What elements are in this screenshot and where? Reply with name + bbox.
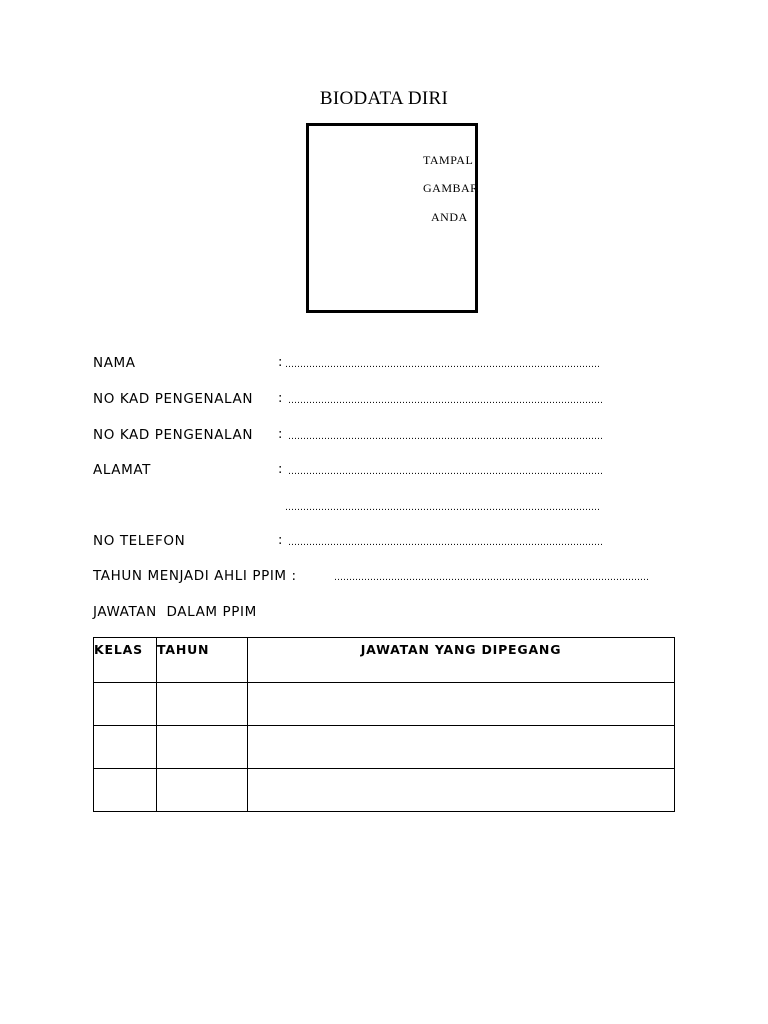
field-colon-no-telefon: : bbox=[278, 533, 283, 548]
field-line-no-kad-1[interactable]: …………………………………………………………………………………………… bbox=[288, 396, 603, 406]
field-line-nama[interactable]: …………………………………………………………………………………………… bbox=[285, 360, 600, 370]
table-cell-tahun[interactable] bbox=[157, 726, 248, 769]
field-colon-no-kad-1: : bbox=[278, 391, 283, 406]
field-line-alamat-1[interactable]: …………………………………………………………………………………………… bbox=[288, 467, 603, 477]
field-line-alamat-2[interactable]: …………………………………………………………………………………………… bbox=[285, 503, 600, 513]
table-row bbox=[94, 683, 675, 726]
field-label-no-kad-1: NO KAD PENGENALAN bbox=[93, 391, 254, 407]
field-line-no-kad-2[interactable]: …………………………………………………………………………………………… bbox=[288, 432, 603, 442]
field-colon-nama: : bbox=[278, 355, 283, 370]
table-cell-tahun[interactable] bbox=[157, 683, 248, 726]
section-label-jawatan: JAWATAN DALAM PPIM bbox=[93, 604, 257, 620]
table-row bbox=[94, 726, 675, 769]
field-label-alamat: ALAMAT bbox=[93, 462, 151, 478]
field-label-no-telefon: NO TELEFON bbox=[93, 533, 186, 549]
table-cell-jawatan[interactable] bbox=[248, 726, 675, 769]
column-header-kelas: KELAS bbox=[94, 638, 157, 683]
table-cell-jawatan[interactable] bbox=[248, 769, 675, 812]
table-row bbox=[94, 769, 675, 812]
column-header-jawatan: JAWATAN YANG DIPEGANG bbox=[248, 638, 675, 683]
column-header-tahun: TAHUN bbox=[157, 638, 248, 683]
photo-label-line-2: GAMBAR bbox=[423, 181, 479, 195]
field-label-no-kad-2: NO KAD PENGENALAN bbox=[93, 427, 254, 443]
field-label-tahun-ahli: TAHUN MENJADI AHLI PPIM : bbox=[93, 568, 297, 584]
field-colon-alamat: : bbox=[278, 462, 283, 477]
field-line-no-telefon[interactable]: …………………………………………………………………………………………… bbox=[288, 538, 603, 548]
photo-placeholder-box[interactable] bbox=[306, 123, 478, 313]
field-colon-no-kad-2: : bbox=[278, 427, 283, 442]
table-cell-jawatan[interactable] bbox=[248, 683, 675, 726]
field-line-tahun-ahli[interactable]: …………………………………………………………………………………………… bbox=[334, 573, 649, 583]
photo-label-line-3: ANDA bbox=[431, 210, 468, 224]
table-cell-kelas[interactable] bbox=[94, 726, 157, 769]
table-cell-kelas[interactable] bbox=[94, 683, 157, 726]
photo-label-line-1: TAMPAL bbox=[423, 153, 474, 167]
table-header-row bbox=[94, 638, 675, 683]
jawatan-table bbox=[93, 637, 675, 812]
table-cell-kelas[interactable] bbox=[94, 769, 157, 812]
page-title: BIODATA DIRI bbox=[319, 88, 449, 109]
field-label-nama: NAMA bbox=[93, 355, 136, 371]
table-cell-tahun[interactable] bbox=[157, 769, 248, 812]
